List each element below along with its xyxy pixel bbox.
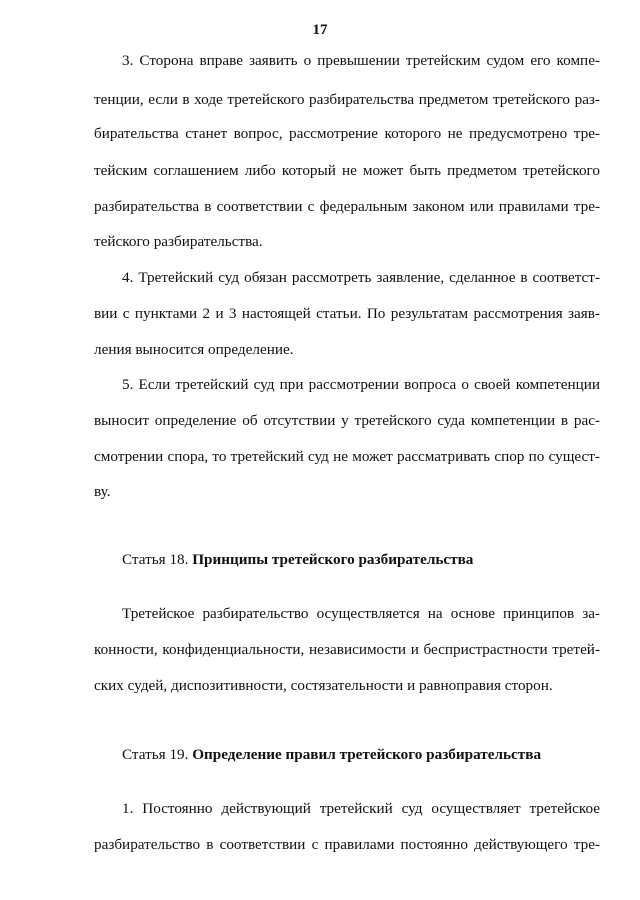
text-line: конности, конфиденциальности, независимости и беспристрастности третей- [94, 641, 600, 658]
text-line: разбирательства в соответствии с федеральным законом или правилами тре- [94, 198, 600, 215]
article-19-number: Статья 19. [122, 746, 189, 763]
text-line: Третейское разбирательство осуществляется на основе принципов за- [122, 605, 600, 622]
article-18-heading [122, 550, 473, 570]
text-line: вии с пунктами 2 и 3 настоящей статьи. По результатам рассмотрения заяв- [94, 305, 600, 322]
text-line: тейского разбирательства. [94, 233, 263, 250]
text-line: 3. Сторона вправе заявить о превышении третейским судом его компе- [122, 52, 600, 69]
page-number: 17 [312, 22, 328, 38]
text-line: 1. Постоянно действующий третейский суд осуществляет третейское [122, 800, 600, 817]
text-line: тейским соглашением либо который не может быть предметом третейского [94, 162, 600, 179]
article-19-heading [122, 745, 541, 765]
text-line: ву. [94, 483, 111, 500]
article-19-title: Определение правил третейского разбирательства [192, 746, 542, 763]
text-line: ских судей, диспозитивности, состязательности и равноправия сторон. [94, 677, 553, 694]
text-line: выносит определение об отсутствии у третейского суда компетенции в рас- [94, 412, 600, 429]
article-18-number: Статья 18. [122, 551, 189, 568]
text-line: разбирательство в соответствии с правилами постоянно действующего тре- [94, 836, 600, 853]
article-18-title: Принципы третейского разбирательства [192, 551, 474, 568]
text-line: бирательства станет вопрос, рассмотрение которого не предусмотрено тре- [94, 125, 600, 142]
text-line: 4. Третейский суд обязан рассмотреть заявление, сделанное в соответст- [122, 269, 600, 286]
text-line: 5. Если третейский суд при рассмотрении вопроса о своей компетенции [122, 376, 600, 393]
text-line: тенции, если в ходе третейского разбирательства предметом третейского раз- [94, 91, 600, 108]
text-line: смотрении спора, то третейский суд не может рассматривать спор по сущест- [94, 448, 600, 465]
text-line: ления выносится определение. [94, 341, 294, 358]
